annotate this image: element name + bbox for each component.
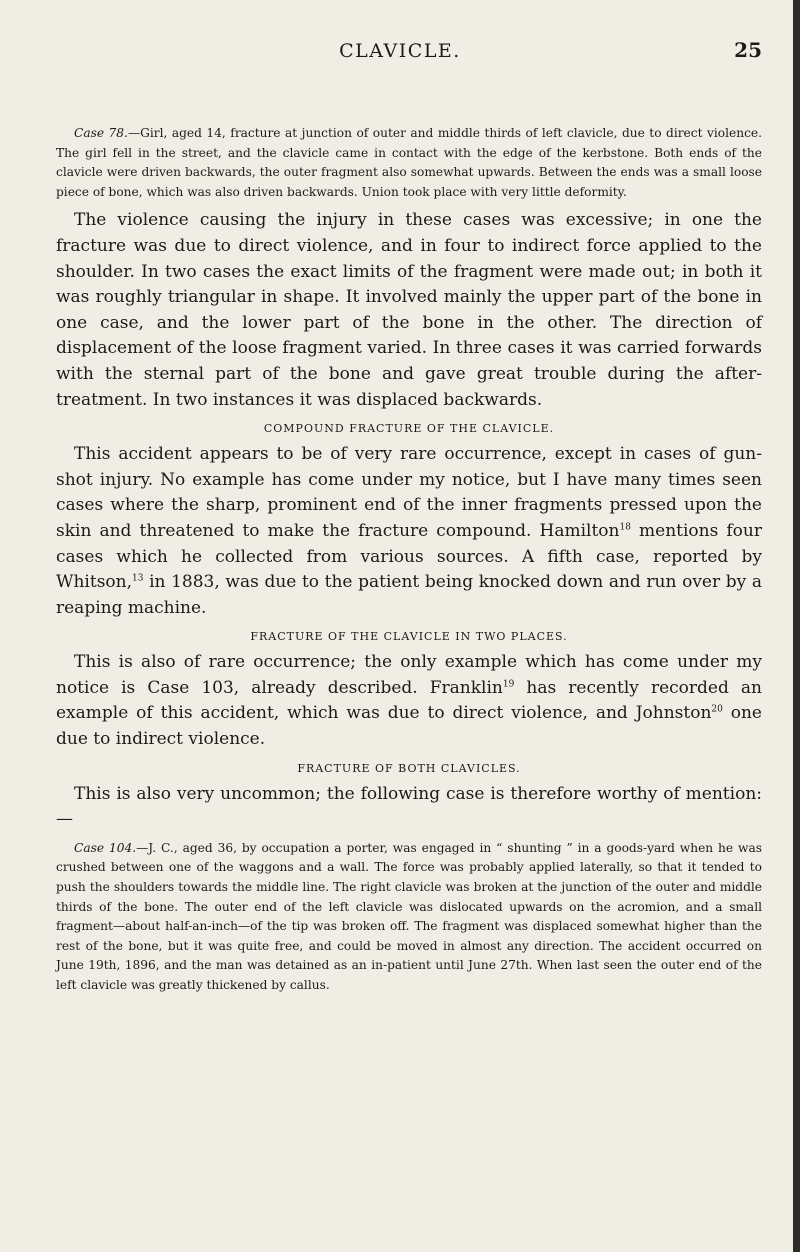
case-78-text: —Girl, aged 14, fracture at junction of outer and middle thirds of left clavicle, due to direct violence. The girl fell in the street, and the clavicle came in contact with the edge of the kerbstone. Both ends of the clavicle were driven backwards, the outer fragment also somewhat upwards. Between the ends was a small loose piece of bone, which was also driven backwards. Union took place with very little deformity. — [56, 126, 762, 199]
footnote-ref: 20 — [711, 704, 723, 715]
case-78-label: Case 78. — [74, 126, 128, 140]
paragraph-compound-fracture — [56, 442, 762, 621]
text-part: This accident appears to be of very rare occurrence, except in cases of gun-shot injury. No example has come under my notice, but I have many times seen cases where the sharp, prominent end of the inner fragments pressed upon the skin and threatened to make the fracture compound. Hamilton — [56, 444, 762, 541]
text-part: one due to indirect violence. — [56, 703, 762, 750]
paragraph-both-clavicles: This is also very uncommon; the following case is therefore worthy of mention:— — [56, 783, 762, 830]
text-part: This is also of rare occurrence; the only example which has come under my notice is Case 103, already described. Franklin — [56, 652, 762, 698]
text-part: in 1883, was due to the patient being knocked down and run over by a reaping machine. — [56, 572, 762, 618]
case-78-paragraph — [56, 124, 762, 202]
section-heading-compound-fracture: COMPOUND FRACTURE OF THE CLAVICLE. — [263, 422, 555, 436]
case-104-text: —J. C., aged 36, by occupation a porter, was engaged in “ shunting ” in a goods-yard when he was crushed between one of the waggons and a wall. The force was probably applied laterally, so that it tended to push the shoulders towards the middle line. The right clavicle was broken at the junction of the outer and middle thirds of the bone. The outer end of the left clavicle was dislocated upwards on the acromion, and a small fragment—about half-an-inch—of the tip was broken off. The fragment was displaced somewhat higher than the rest of the bone, but it was quite free, and could be moved in almost any direction. The accident occurred on June 19th, 1896, and the man was detained as an in-patient until June 27th. When last seen the outer end of the left clavicle was greatly thickened by callus. — [56, 840, 762, 992]
paragraph-two-places — [56, 650, 762, 752]
paragraph-violence: The violence causing the injury in these cases was excessive; in one the fracture was due to direct violence, and in four to indirect force applied to the shoulder. In two cases the exact limits of the fragment were made out; in both it was roughly triangular in shape. It involved mainly the upper part of the bone in one case, and the lower part of the bone in the other. The direction of displacement of the loose fragment varied. In three cases it was carried forwards with the sternal part of the bone and gave great trouble during the after-treatment. In two instances it was displaced backwards. — [56, 210, 762, 410]
case-104-paragraph — [56, 839, 762, 996]
page-number: 25 — [734, 38, 762, 62]
running-head: CLAVICLE. — [339, 40, 461, 62]
text-part: has recently recorded an example of this accident, which was due to direct violence, and Johnston — [56, 677, 762, 724]
section-heading-two-places: FRACTURE OF THE CLAVICLE IN TWO PLACES. — [250, 630, 568, 644]
footnote-ref: 18 — [619, 522, 631, 533]
case-104-label: Case 104. — [74, 840, 137, 855]
page-body — [56, 124, 762, 996]
footnote-ref: 19 — [502, 679, 515, 690]
page-header — [0, 40, 800, 70]
footnote-ref: 13 — [132, 573, 144, 584]
text-part: mentions four cases which he collected from various sources. A fifth case, reported by Whitson, — [56, 520, 762, 593]
page-edge-shadow — [793, 0, 800, 1252]
section-heading-both-clavicles: FRACTURE OF BOTH CLAVICLES. — [297, 761, 521, 775]
